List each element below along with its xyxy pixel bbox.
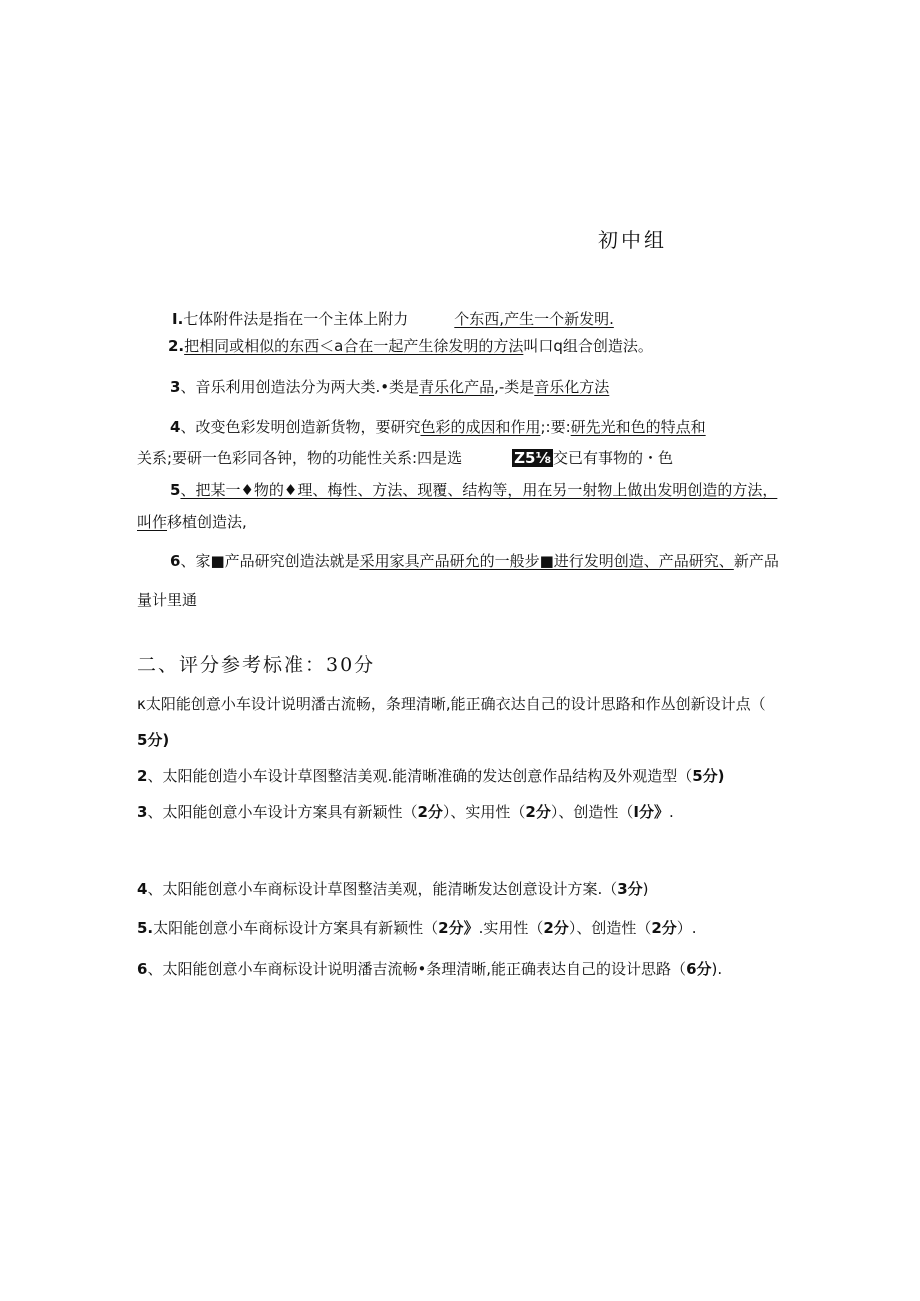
criterion-1-score: 5分) <box>137 731 170 749</box>
criterion-text: ) <box>642 880 649 898</box>
criterion-text: ）、实用性（ <box>442 803 526 821</box>
answer-text: 、家■产品研究创造法就是 <box>180 552 360 570</box>
answer-number: 2. <box>168 337 185 355</box>
criterion-text: .实用性（ <box>478 919 544 937</box>
answer-number: 6 <box>170 552 181 570</box>
answer-number: I. <box>172 310 184 328</box>
answer-5-continued <box>137 512 247 532</box>
answer-4-continued <box>137 448 673 468</box>
criterion-score: 2分》 <box>438 919 479 937</box>
criterion-2 <box>137 766 725 786</box>
criterion-score: 2分 <box>525 803 551 821</box>
answer-blank: 青乐化产品 <box>419 378 495 396</box>
criterion-text: 、太阳能创意小车设计方案具有新颖性（ <box>147 803 418 821</box>
criterion-5 <box>137 918 697 938</box>
criterion-number: 2 <box>137 767 148 785</box>
criterion-number: 4 <box>137 880 148 898</box>
answer-5 <box>170 480 777 500</box>
answer-text: 新产品 <box>733 552 779 570</box>
answer-3 <box>170 377 609 397</box>
criterion-score: 2分 <box>543 919 569 937</box>
answer-blank: 叫作 <box>137 513 168 531</box>
answer-blank: 把相同或相似的东西＜a合在一起产生徐发明的方法 <box>184 337 524 355</box>
section-title: 二、评分参考标准：30分 <box>137 654 376 676</box>
criterion-score: I分》 <box>633 803 669 821</box>
answer-blank: 音乐化方法 <box>534 378 610 396</box>
answer-text: 叫口q组合创造法。 <box>523 337 653 355</box>
criterion-text: ）、创造性（ <box>550 803 634 821</box>
answer-1 <box>172 309 614 329</box>
criterion-text: 太阳能创意小车商标设计方案具有新颖性（ <box>153 919 439 937</box>
criterion-number: 6 <box>137 960 148 978</box>
answer-number: 3 <box>170 378 181 396</box>
answer-text: 、改变色彩发明创造新货物，要研究 <box>180 418 421 436</box>
criterion-1: κ太阳能创意小车设计说明潘古流畅，条理清晰,能正确衣达自己的设计思路和作丛创新设计点（ <box>137 695 766 713</box>
answer-text: 七体附件法是指在一个主体上附力 <box>183 310 409 328</box>
criterion-text: ）. <box>676 919 697 937</box>
criterion-text: 、太阳能创造小车设计草图整洁美观.能清晰准确的发达创意作品结构及外观造型（ <box>147 767 693 785</box>
criterion-4 <box>137 879 649 899</box>
answer-4 <box>170 417 706 437</box>
highlighted-mark: Z5⅛ <box>514 449 551 467</box>
criterion-text: . <box>668 803 674 821</box>
answer-blank: 色彩的成因和作用 <box>420 418 541 436</box>
answer-text: 量计里通 <box>137 591 198 609</box>
criterion-score: 2分 <box>651 919 677 937</box>
answer-6 <box>170 551 779 571</box>
criterion-score: 2分 <box>417 803 443 821</box>
answer-blank: 、把某一♦物的♦理、梅性、方法、现覆、结构等，用在另一射物上做出发明创造的方法， <box>180 481 778 499</box>
answer-text: 交已有事物的・色 <box>552 449 673 467</box>
criterion-text: 、太阳能创意小车商标设计说明潘吉流畅•条理清晰,能正确表达自己的设计思路（ <box>147 960 687 978</box>
answer-6-continued <box>137 590 197 610</box>
answer-text: ,-类是 <box>494 378 535 396</box>
criterion-3 <box>137 802 674 822</box>
criterion-text: ）、创造性（ <box>568 919 652 937</box>
answer-2 <box>168 336 653 356</box>
criterion-score: 5分) <box>692 767 725 785</box>
answer-blank: 采用家具产品研允的一般步■进行发明创造、产品研究、 <box>359 552 734 570</box>
answer-number: 4 <box>170 418 181 436</box>
criterion-score: 6分 <box>686 960 712 978</box>
criterion-score: 3分 <box>617 880 643 898</box>
answer-text: 关系;要研一色彩同各钟，物的功能性关系:四是选 <box>137 449 463 467</box>
answer-text: 移植创造法, <box>167 513 247 531</box>
criterion-text: 、太阳能创意小车商标设计草图整洁美观，能清晰发达创意设计方案.（ <box>147 880 618 898</box>
criterion-number: 3 <box>137 803 148 821</box>
answer-blank: 个东西,产生一个新发明. <box>454 310 614 328</box>
answer-number: 5 <box>170 481 181 499</box>
criterion-number: 5. <box>137 919 154 937</box>
answer-text: ;:要: <box>540 418 571 436</box>
answer-text: 、音乐利用创造法分为两大类.•类是 <box>180 378 420 396</box>
criterion-6 <box>137 959 722 979</box>
page-heading: 初中组 <box>598 228 667 252</box>
criterion-text: ). <box>711 960 723 978</box>
answer-blank: 研先光和色的特点和 <box>570 418 706 436</box>
